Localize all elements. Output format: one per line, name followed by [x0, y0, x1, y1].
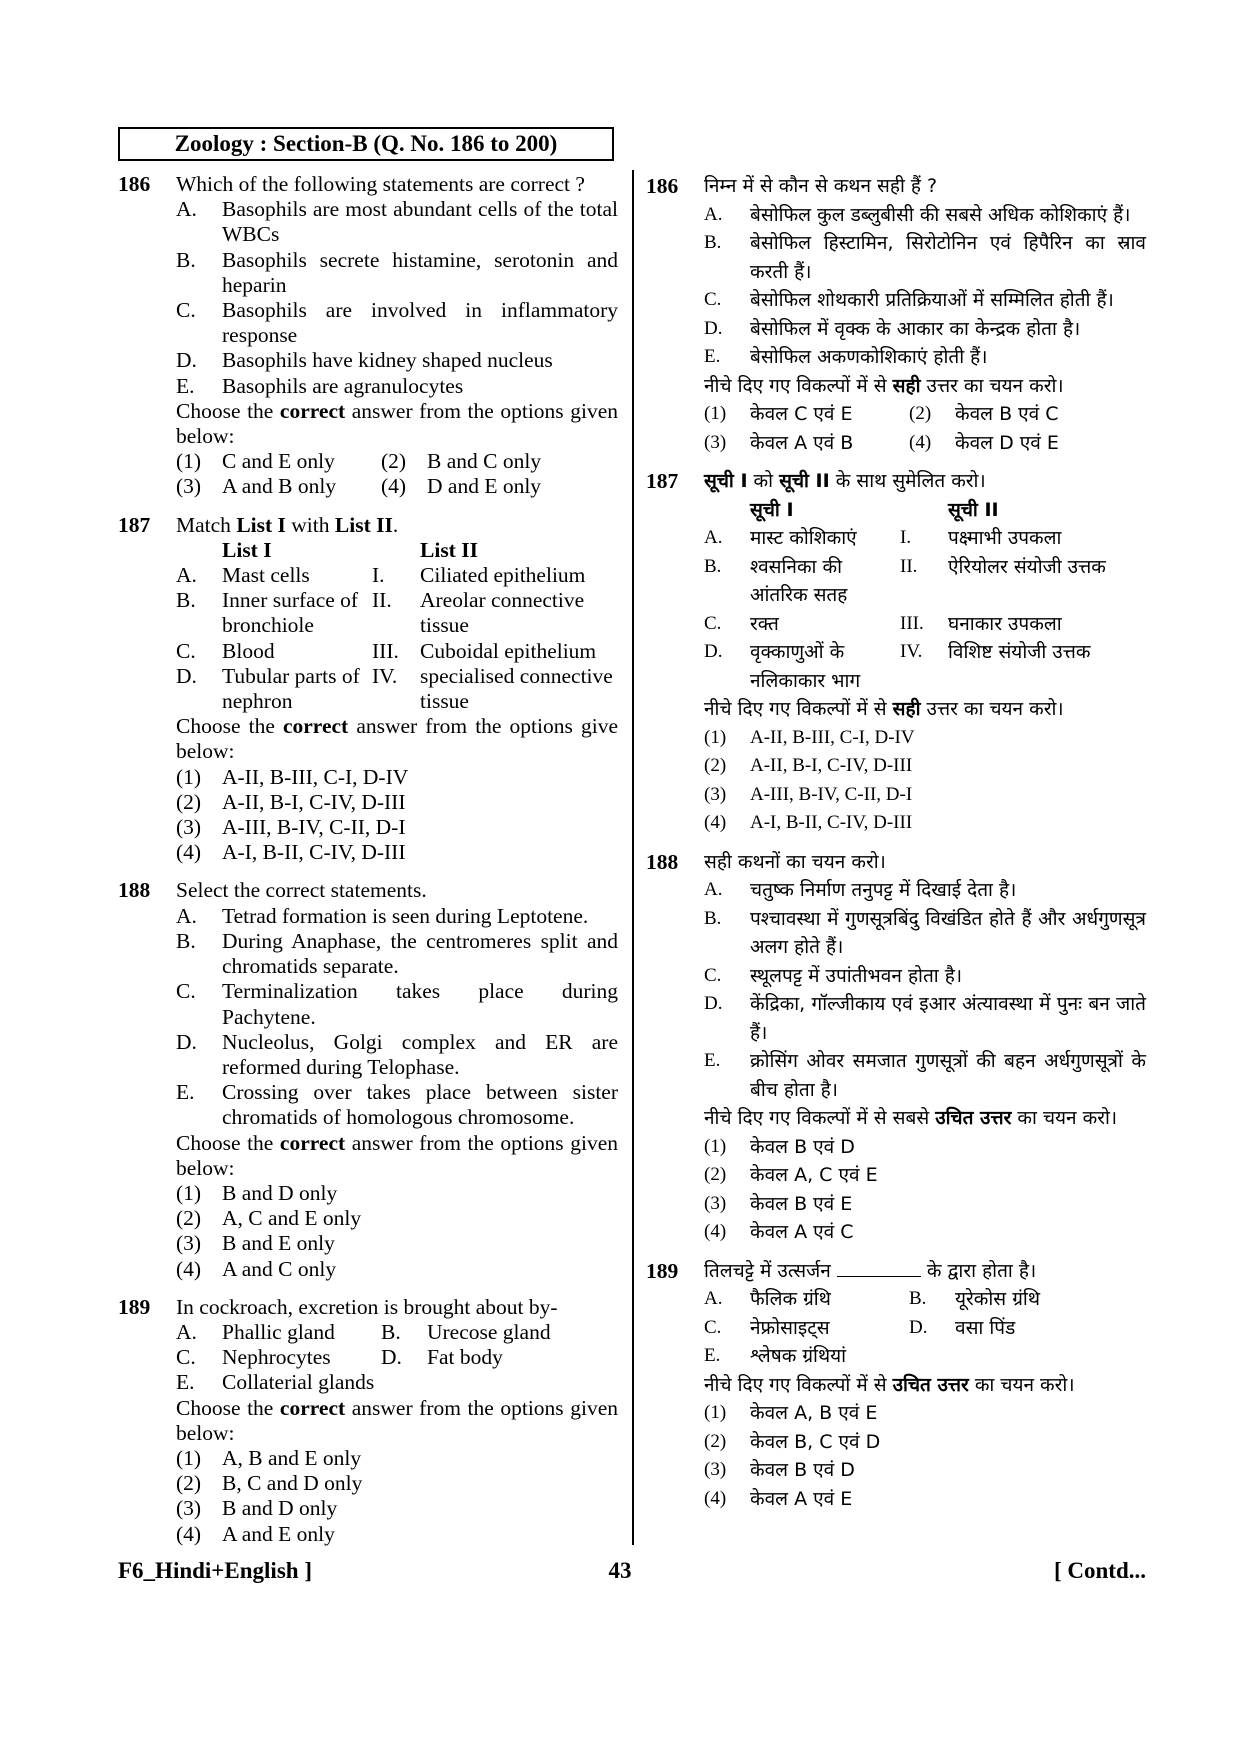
option: (3) केवल A एवं B: [704, 431, 854, 454]
option: (1) A, B and E only: [176, 1445, 362, 1470]
statement-pairs: [176, 1320, 618, 1370]
statement: D. केंद्रिका, गॉल्जीकाय एवं इआर अंत्यावस्था में पुनः बन जाते हैं।: [704, 993, 1146, 1044]
option: (1) केवल C एवं E: [704, 403, 853, 425]
statement: A. Tetrad formation is seen during Leptotene.: [176, 903, 589, 928]
column-divider: [632, 170, 634, 1545]
statement: E. श्लेषक ग्रंथियां: [704, 1345, 847, 1367]
question-187-en: [118, 513, 618, 866]
statement: D. Nucleolus, Golgi complex and ER are reformed during Telophase.: [176, 1029, 618, 1079]
list-1-header: सूची I: [750, 498, 794, 521]
question-number: 187: [118, 512, 151, 537]
option: (4) A and E only: [176, 1521, 335, 1546]
question-body: [176, 172, 618, 500]
option: (1) केवल A, B एवं E: [704, 1402, 878, 1424]
question-stem: Match List I with List II.: [176, 512, 399, 537]
option: (3) A and B only: [176, 474, 337, 499]
option: (2) A-II, B-I, C-IV, D-III: [176, 789, 406, 814]
list-1-header: List I: [222, 537, 272, 562]
question-187-hi: [646, 467, 1146, 838]
match-table: List I List II A. Mast cells I. Ciliated epithelium B. Inner surface of bronchiole II. Areolar connective tissue C. Blood III. Cuboidal epithelium D. Tubular parts of nephron IV. specialised connective tissue: [176, 538, 618, 714]
option: (3) A-III, B-IV, C-II, D-I: [176, 815, 406, 840]
option: (4) D and E only: [381, 474, 542, 499]
question-186-hi: [646, 172, 1146, 457]
instruction: Choose the correct answer from the options given below:: [176, 398, 618, 449]
statement: E. Collaterial glands: [176, 1370, 375, 1395]
instruction: नीचे दिए गए विकल्पों में से सबसे उचित उत्तर का चयन करो।: [704, 1107, 1118, 1129]
option: (1) C and E only: [176, 449, 335, 474]
question-188-hi: [646, 848, 1146, 1247]
question-186-en: [118, 172, 618, 500]
question-body: [704, 848, 1146, 1247]
instruction: नीचे दिए गए विकल्पों में से सही उत्तर का चयन करो।: [704, 698, 1064, 720]
question-number: 187: [646, 469, 679, 493]
statement: C. Nephrocytes: [176, 1345, 331, 1370]
option: (4) केवल A एवं E: [704, 1487, 853, 1510]
option: (3) केवल B एवं E: [704, 1192, 853, 1215]
statement: C. स्थूलपट्ट में उपांतीभवन होता है।: [704, 964, 963, 987]
statement: E. बेसोफिल अकणकोशिकाएं होती हैं।: [704, 346, 988, 368]
section-title: Zoology : Section-B (Q. No. 186 to 200): [118, 127, 614, 161]
question-stem: सही कथनों का चयन करो।: [704, 850, 886, 873]
option: (2) केवल A, C एवं E: [704, 1164, 878, 1186]
statement: A. बेसोफिल कुल डब्लुबीसी की सबसे अधिक कोशिकाएं हैं।: [704, 203, 1131, 226]
statement: C. Basophils are involved in inflammatory response: [176, 298, 618, 348]
statement: A. Phallic gland: [176, 1319, 335, 1344]
match-table: सूची I सूची II A. मास्ट कोशिकाएं I. पक्ष्माभी उपकला B. श्वसनिका की आंतरिक सतह II. ऐरियोलर संयोजी उत्तक C. रक्त III. घनाकार उपकला D. वृक्काणुओं के नलिकाकार भाग IV. विशिष्ट संयोजी उत्तक: [704, 496, 1146, 696]
instruction: नीचे दिए गए विकल्पों में से सही उत्तर का चयन करो।: [704, 374, 1064, 397]
options: [176, 449, 618, 499]
question-body: [176, 1295, 618, 1547]
question-body: [176, 513, 618, 866]
option: (1) A-II, B-III, C-I, D-IV: [176, 764, 409, 789]
option: (3) B and E only: [176, 1231, 335, 1256]
option: (2) केवल B एवं C: [909, 403, 1059, 425]
option: (3) A-III, B-IV, C-II, D-I: [704, 783, 913, 805]
option: (2) A-II, B-I, C-IV, D-III: [704, 755, 913, 776]
statement: B. Urecose gland: [381, 1319, 551, 1344]
statement: E. Crossing over takes place between sister chromatids of homologous chromosome.: [176, 1080, 618, 1130]
option: (4) A-I, B-II, C-IV, D-III: [176, 840, 406, 865]
option: (4) A and C only: [176, 1256, 337, 1281]
statement: D. वसा पिंड: [909, 1316, 1016, 1339]
statement: D. बेसोफिल में वृक्क के आकार का केन्द्रक होता है।: [704, 317, 1081, 340]
instruction: नीचे दिए गए विकल्पों में से उचित उत्तर का चयन करो।: [704, 1373, 1075, 1396]
option: (2) B, C and D only: [176, 1471, 363, 1496]
option: (2) B and C only: [381, 449, 542, 474]
statement: B. पश्चावस्था में गुणसूत्रबिंदु विखंडित होते हैं और अर्धगुणसूत्र अलग होते हैं।: [704, 907, 1146, 958]
page-number: 43: [608, 1558, 632, 1583]
statement: B. During Anaphase, the centromeres split and chromatids separate.: [176, 928, 618, 979]
statement: D. Fat body: [381, 1345, 503, 1370]
option: (4) A-I, B-II, C-IV, D-III: [704, 812, 913, 833]
question-body: [704, 1257, 1146, 1514]
question-body: [176, 878, 618, 1281]
statement: C. बेसोफिल शोथकारी प्रतिक्रियाओं में सम्मिलित होती हैं।: [704, 289, 1114, 311]
question-189-en: [118, 1295, 618, 1547]
question-number: 186: [646, 174, 679, 198]
question-stem: Which of the following statements are correct ?: [176, 172, 585, 196]
statement: A. Basophils are most abundant cells of the total WBCs: [176, 197, 618, 247]
question-stem: In cockroach, excretion is brought about by-: [176, 1294, 558, 1319]
statement: B. यूरेकोस ग्रंथि: [909, 1288, 1040, 1310]
question-body: [704, 172, 1146, 457]
question-stem: Select the correct statements.: [176, 878, 427, 903]
question-188-en: [118, 878, 618, 1281]
option: (3) B and D only: [176, 1496, 338, 1521]
option: (2) केवल B, C एवं D: [704, 1430, 881, 1453]
list-2-header: List II: [420, 537, 478, 562]
statement: E. क्रोसिंग ओवर समजात गुणसूत्रों की बहन अर्धगुणसूत्रों के बीच होता है।: [704, 1050, 1146, 1101]
answer-blank: [837, 1258, 921, 1277]
footer-code: F6_Hindi+English ]: [118, 1558, 312, 1583]
option: (1) B and D only: [176, 1180, 338, 1205]
english-column: [118, 172, 618, 1547]
instruction: Choose the correct answer from the options give below:: [176, 714, 618, 764]
statement-pairs: [704, 1285, 1146, 1342]
option: (1) A-II, B-III, C-I, D-IV: [704, 726, 915, 748]
statement: A. फैलिक ग्रंथि: [704, 1288, 831, 1310]
question-number: 186: [118, 172, 151, 196]
question-stem: सूची I को सूची II के साथ सुमेलित करो।: [704, 470, 986, 492]
option: (4) केवल D एवं E: [909, 431, 1059, 454]
question-number: 188: [646, 849, 679, 874]
option: (1) केवल B एवं D: [704, 1135, 855, 1158]
hindi-column: [646, 172, 1146, 1513]
options: [704, 400, 1146, 457]
list-2-header: सूची II: [948, 498, 999, 521]
question-stem: निम्न में से कौन से कथन सही हैं ?: [704, 175, 938, 197]
question-number: 189: [646, 1258, 679, 1283]
instruction: Choose the correct answer from the options given below:: [176, 1130, 618, 1180]
option: (3) केवल B एवं D: [704, 1459, 855, 1481]
question-number: 189: [118, 1294, 151, 1319]
question-stem: तिलचट्टे में उत्सर्जन के द्वारा होता है।: [704, 1259, 1037, 1282]
question-number: 188: [118, 878, 151, 903]
statement: D. Basophils have kidney shaped nucleus: [176, 348, 553, 373]
question-body: [704, 467, 1146, 838]
statement: C. Terminalization takes place during Pachytene.: [176, 979, 618, 1029]
option: (2) A, C and E only: [176, 1206, 362, 1231]
statement: B. बेसोफिल हिस्टामिन, सिरोटोनिन एवं हिपैरिन का स्राव करती हैं।: [704, 232, 1146, 283]
footer-contd: [ Contd...: [1053, 1558, 1146, 1583]
option: (4) केवल A एवं C: [704, 1221, 854, 1243]
statement: C. नेफ्रोसाइट्स: [704, 1316, 830, 1339]
statement: A. चतुष्क निर्माण तनुपट्ट में दिखाई देता है।: [704, 879, 1017, 901]
instruction: Choose the correct answer from the options given below:: [176, 1395, 618, 1445]
statement: E. Basophils are agranulocytes: [176, 373, 464, 398]
statement: B. Basophils secrete histamine, serotonin and heparin: [176, 247, 618, 297]
question-189-hi: [646, 1257, 1146, 1514]
